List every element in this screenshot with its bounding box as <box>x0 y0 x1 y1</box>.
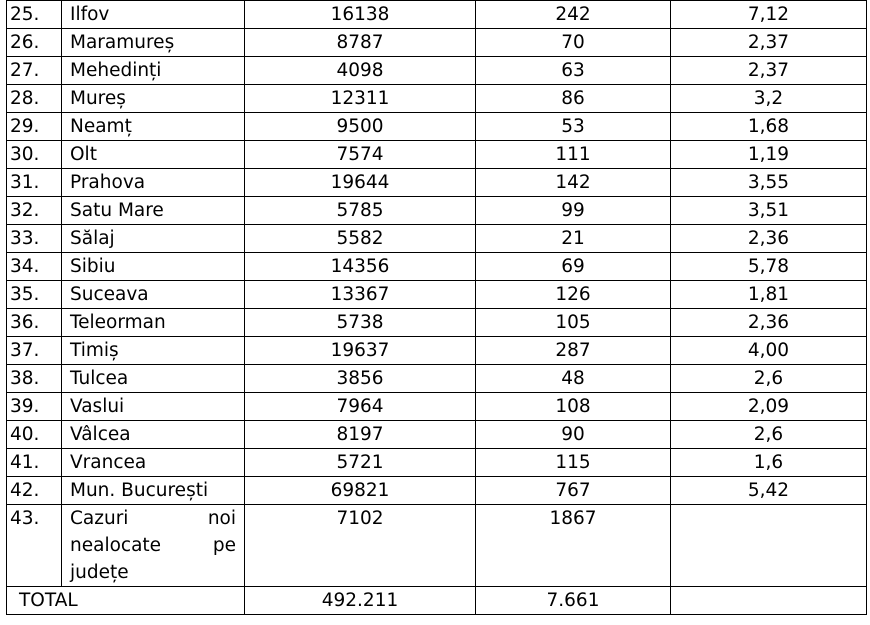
table-body <box>7 1 867 615</box>
row-county: Mureș <box>62 85 245 113</box>
row-county: Timiș <box>62 337 245 365</box>
table-row <box>7 57 867 85</box>
row-county: Tulcea <box>62 365 245 393</box>
row-deaths: 48 <box>476 365 671 393</box>
table-row <box>7 281 867 309</box>
row-deaths: 767 <box>476 477 671 505</box>
table-row <box>7 85 867 113</box>
row-rate: 2,09 <box>671 393 867 421</box>
row-number: 36. <box>7 309 62 337</box>
table-row-total <box>7 587 867 615</box>
row-cases: 16138 <box>245 1 476 29</box>
row-deaths: 63 <box>476 57 671 85</box>
row-number: 42. <box>7 477 62 505</box>
row-number: 34. <box>7 253 62 281</box>
row-rate: 3,51 <box>671 197 867 225</box>
row-county: Olt <box>62 141 245 169</box>
row-deaths: 242 <box>476 1 671 29</box>
row-county: Cazuri noi nealocate pe județe <box>62 505 245 587</box>
row-county: Vaslui <box>62 393 245 421</box>
total-cases: 492.211 <box>245 587 476 615</box>
row-cases: 7964 <box>245 393 476 421</box>
row-deaths: 70 <box>476 29 671 57</box>
row-number: 43. <box>7 505 62 587</box>
row-county: Sibiu <box>62 253 245 281</box>
row-number: 33. <box>7 225 62 253</box>
row-number: 27. <box>7 57 62 85</box>
row-number: 31. <box>7 169 62 197</box>
table-row <box>7 477 867 505</box>
table-row <box>7 113 867 141</box>
row-county: Sălaj <box>62 225 245 253</box>
row-number: 40. <box>7 421 62 449</box>
row-county: Vrancea <box>62 449 245 477</box>
row-number: 25. <box>7 1 62 29</box>
row-number: 28. <box>7 85 62 113</box>
row-cases: 19637 <box>245 337 476 365</box>
row-number: 37. <box>7 337 62 365</box>
row-rate: 2,36 <box>671 225 867 253</box>
row-county: Ilfov <box>62 1 245 29</box>
table-row <box>7 449 867 477</box>
row-cases: 19644 <box>245 169 476 197</box>
table-row <box>7 253 867 281</box>
row-number: 39. <box>7 393 62 421</box>
table-row <box>7 225 867 253</box>
row-deaths: 21 <box>476 225 671 253</box>
row-number: 30. <box>7 141 62 169</box>
row-county: Suceava <box>62 281 245 309</box>
row-cases: 5785 <box>245 197 476 225</box>
row-cases: 5721 <box>245 449 476 477</box>
table-row <box>7 309 867 337</box>
row-deaths: 99 <box>476 197 671 225</box>
row-rate: 2,6 <box>671 365 867 393</box>
row-cases: 4098 <box>245 57 476 85</box>
table-row-unallocated <box>7 505 867 587</box>
table-row <box>7 141 867 169</box>
row-cases: 12311 <box>245 85 476 113</box>
row-county: Mun. București <box>62 477 245 505</box>
row-deaths: 53 <box>476 113 671 141</box>
row-cases: 14356 <box>245 253 476 281</box>
row-number: 26. <box>7 29 62 57</box>
row-rate: 7,12 <box>671 1 867 29</box>
row-cases: 7574 <box>245 141 476 169</box>
table-row <box>7 169 867 197</box>
row-rate: 1,6 <box>671 449 867 477</box>
row-rate: 2,37 <box>671 57 867 85</box>
row-rate: 5,78 <box>671 253 867 281</box>
total-label: TOTAL <box>7 587 245 615</box>
row-county: Satu Mare <box>62 197 245 225</box>
row-county: Mehedinți <box>62 57 245 85</box>
row-deaths: 108 <box>476 393 671 421</box>
row-number: 38. <box>7 365 62 393</box>
row-rate: 3,2 <box>671 85 867 113</box>
table-row <box>7 421 867 449</box>
row-deaths: 105 <box>476 309 671 337</box>
table-row <box>7 393 867 421</box>
row-cases: 5582 <box>245 225 476 253</box>
row-rate: 1,19 <box>671 141 867 169</box>
row-rate: 5,42 <box>671 477 867 505</box>
row-cases: 69821 <box>245 477 476 505</box>
row-number: 41. <box>7 449 62 477</box>
row-deaths: 142 <box>476 169 671 197</box>
row-cases: 9500 <box>245 113 476 141</box>
row-rate: 2,37 <box>671 29 867 57</box>
row-number: 29. <box>7 113 62 141</box>
table-row <box>7 1 867 29</box>
row-cases: 5738 <box>245 309 476 337</box>
row-deaths: 126 <box>476 281 671 309</box>
row-deaths: 86 <box>476 85 671 113</box>
row-rate: 1,68 <box>671 113 867 141</box>
row-county: Teleorman <box>62 309 245 337</box>
row-rate: 1,81 <box>671 281 867 309</box>
row-rate: 4,00 <box>671 337 867 365</box>
row-cases: 8197 <box>245 421 476 449</box>
row-rate: 2,36 <box>671 309 867 337</box>
row-county: Vâlcea <box>62 421 245 449</box>
row-cases: 8787 <box>245 29 476 57</box>
row-rate: 2,6 <box>671 421 867 449</box>
row-rate: 3,55 <box>671 169 867 197</box>
total-rate <box>671 587 867 615</box>
row-deaths: 115 <box>476 449 671 477</box>
row-deaths: 69 <box>476 253 671 281</box>
total-deaths: 7.661 <box>476 587 671 615</box>
table-row <box>7 29 867 57</box>
table-row <box>7 337 867 365</box>
row-deaths: 111 <box>476 141 671 169</box>
table-row <box>7 365 867 393</box>
row-cases: 13367 <box>245 281 476 309</box>
table-row <box>7 197 867 225</box>
row-cases: 7102 <box>245 505 476 587</box>
row-number: 32. <box>7 197 62 225</box>
row-number: 35. <box>7 281 62 309</box>
row-county: Maramureș <box>62 29 245 57</box>
row-deaths: 287 <box>476 337 671 365</box>
row-deaths: 90 <box>476 421 671 449</box>
row-county: Prahova <box>62 169 245 197</box>
row-county: Neamț <box>62 113 245 141</box>
row-deaths: 1867 <box>476 505 671 587</box>
row-cases: 3856 <box>245 365 476 393</box>
row-rate <box>671 505 867 587</box>
county-statistics-table <box>6 0 867 615</box>
